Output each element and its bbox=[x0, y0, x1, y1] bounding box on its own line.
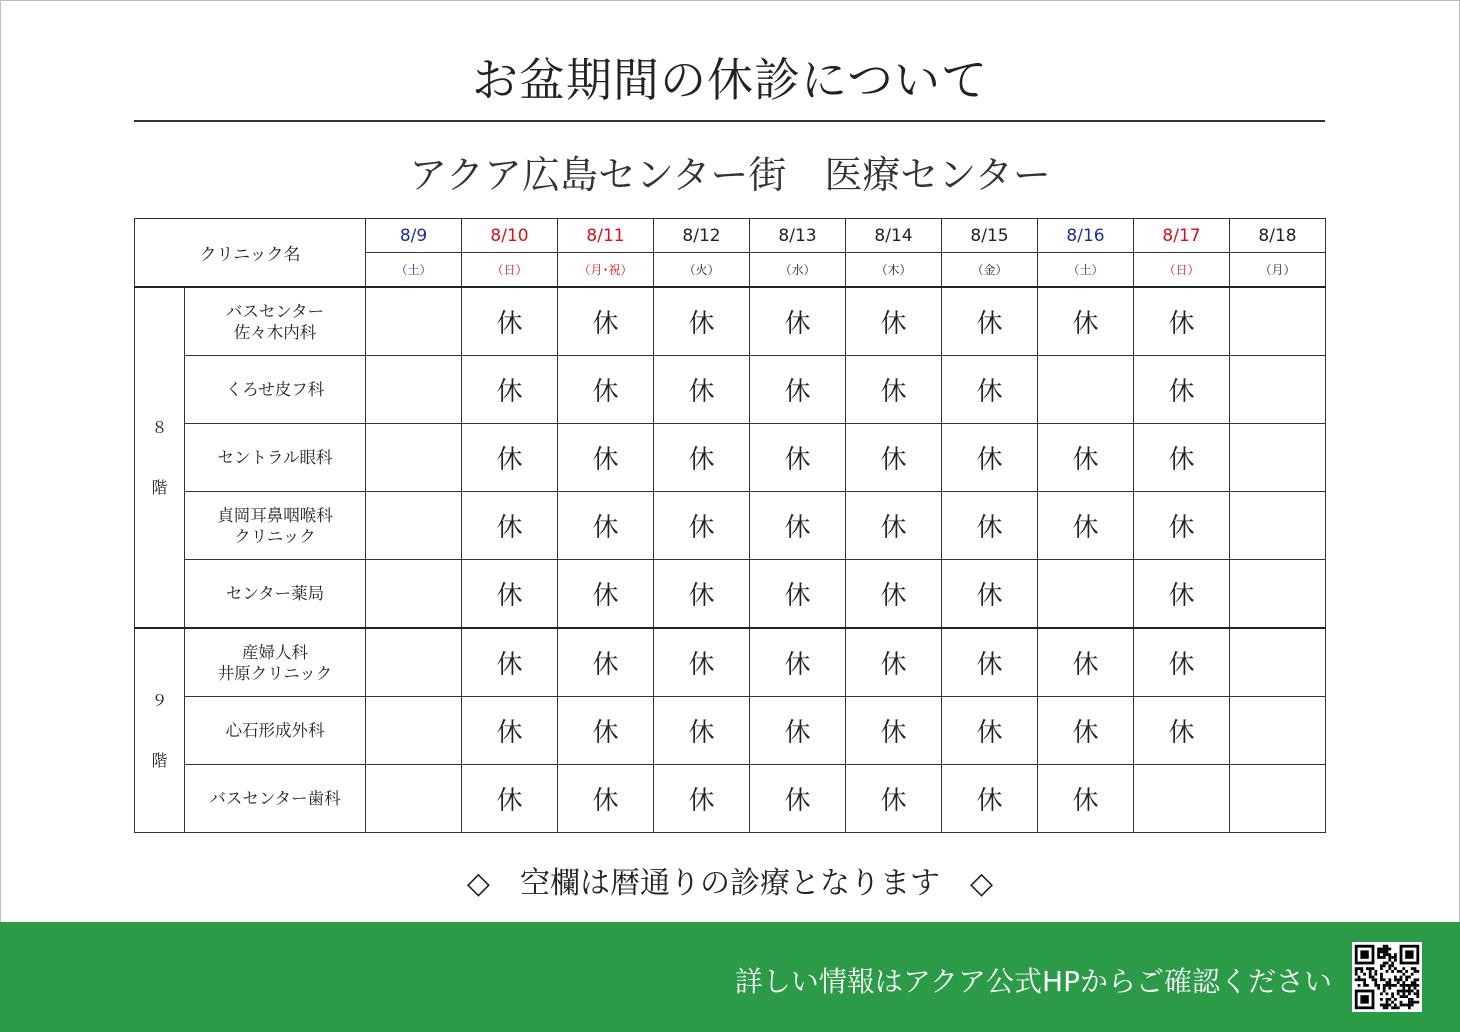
closed-mark: 休 bbox=[1038, 765, 1134, 833]
closed-mark: 休 bbox=[942, 287, 1038, 356]
closed-mark: 休 bbox=[942, 560, 1038, 629]
closed-mark: 休 bbox=[750, 356, 846, 424]
clinic-name bbox=[185, 356, 366, 424]
open-cell bbox=[366, 560, 462, 629]
clinic-name bbox=[185, 424, 366, 492]
closed-mark: 休 bbox=[750, 765, 846, 833]
clinic-name bbox=[185, 492, 366, 560]
closed-mark: 休 bbox=[750, 492, 846, 560]
closed-mark: 休 bbox=[942, 492, 1038, 560]
closed-mark: 休 bbox=[846, 560, 942, 629]
open-cell bbox=[366, 424, 462, 492]
table-row bbox=[135, 356, 1326, 424]
date-header: 8/10 bbox=[462, 219, 558, 253]
closed-mark: 休 bbox=[558, 697, 654, 765]
closed-mark: 休 bbox=[654, 424, 750, 492]
closed-mark: 休 bbox=[846, 424, 942, 492]
open-cell bbox=[366, 492, 462, 560]
floor-label bbox=[135, 628, 185, 833]
closed-mark: 休 bbox=[1038, 492, 1134, 560]
open-cell bbox=[1230, 560, 1326, 629]
date-header: 8/16 bbox=[1038, 219, 1134, 253]
closed-mark: 休 bbox=[846, 628, 942, 697]
clinic-name-line1: 産婦人科 bbox=[242, 642, 308, 662]
floor-number: ９ bbox=[151, 690, 168, 710]
weekday-header: （月･祝） bbox=[558, 253, 654, 288]
closed-mark: 休 bbox=[750, 560, 846, 629]
closed-mark: 休 bbox=[558, 560, 654, 629]
closed-mark: 休 bbox=[1134, 492, 1230, 560]
page-title: お盆期間の休診について bbox=[471, 53, 989, 107]
closed-mark: 休 bbox=[462, 697, 558, 765]
closed-mark: 休 bbox=[1038, 424, 1134, 492]
closed-mark: 休 bbox=[942, 697, 1038, 765]
closed-mark: 休 bbox=[1134, 628, 1230, 697]
closed-mark: 休 bbox=[1038, 628, 1134, 697]
weekday-header: （金） bbox=[942, 253, 1038, 288]
clinic-name-line2: 佐々木内科 bbox=[233, 322, 317, 342]
open-cell bbox=[1038, 560, 1134, 629]
open-cell bbox=[366, 628, 462, 697]
date-header: 8/9 bbox=[366, 219, 462, 253]
date-header: 8/15 bbox=[942, 219, 1038, 253]
clinic-name-line2: クリニック bbox=[234, 526, 316, 546]
closed-mark: 休 bbox=[750, 628, 846, 697]
weekday-header: （火） bbox=[654, 253, 750, 288]
weekday-header: （木） bbox=[846, 253, 942, 288]
floor-kai: 階 bbox=[151, 750, 168, 770]
closed-mark: 休 bbox=[654, 356, 750, 424]
date-header: 8/12 bbox=[654, 219, 750, 253]
closed-mark: 休 bbox=[654, 560, 750, 629]
open-cell bbox=[1230, 765, 1326, 833]
date-header: 8/17 bbox=[1134, 219, 1230, 253]
date-header: 8/13 bbox=[750, 219, 846, 253]
closed-mark: 休 bbox=[750, 697, 846, 765]
open-cell bbox=[366, 765, 462, 833]
closed-mark: 休 bbox=[942, 424, 1038, 492]
weekday-header: （水） bbox=[750, 253, 846, 288]
clinic-name-line1: 貞岡耳鼻咽喉科 bbox=[217, 505, 333, 525]
weekday-header: （月） bbox=[1230, 253, 1326, 288]
clinic-name bbox=[185, 560, 366, 629]
blank-cell-note: ◇ 空欄は暦通りの診療となります ◇ bbox=[466, 866, 994, 901]
title-divider bbox=[134, 120, 1325, 122]
closed-mark: 休 bbox=[846, 765, 942, 833]
closed-mark: 休 bbox=[750, 287, 846, 356]
clinic-name bbox=[185, 628, 366, 697]
open-cell bbox=[366, 356, 462, 424]
clinic-name-line1: バスセンター bbox=[225, 301, 325, 321]
closed-mark: 休 bbox=[1134, 287, 1230, 356]
clinic-name-line1: 心石形成外科 bbox=[225, 721, 325, 740]
footer-text: 詳しい情報はアクア公式HPからご確認ください bbox=[734, 965, 1332, 998]
closed-mark: 休 bbox=[462, 628, 558, 697]
closed-mark: 休 bbox=[462, 287, 558, 356]
open-cell bbox=[1134, 765, 1230, 833]
closed-mark: 休 bbox=[1134, 424, 1230, 492]
date-header: 8/14 bbox=[846, 219, 942, 253]
weekday-header: （土） bbox=[366, 253, 462, 288]
weekday-header: （日） bbox=[1134, 253, 1230, 288]
clinic-name bbox=[185, 697, 366, 765]
closed-mark: 休 bbox=[846, 356, 942, 424]
closed-mark: 休 bbox=[462, 424, 558, 492]
open-cell bbox=[1230, 356, 1326, 424]
table-row bbox=[135, 560, 1326, 629]
page-subtitle: アクア広島センター街 医療センター bbox=[409, 153, 1051, 197]
open-cell bbox=[1230, 492, 1326, 560]
clinic-name-line2: 井原クリニック bbox=[217, 663, 333, 683]
weekday-header: （日） bbox=[462, 253, 558, 288]
closure-schedule-table bbox=[134, 218, 1326, 833]
open-cell bbox=[1038, 356, 1134, 424]
closed-mark: 休 bbox=[1134, 356, 1230, 424]
closed-mark: 休 bbox=[1038, 287, 1134, 356]
closed-mark: 休 bbox=[462, 356, 558, 424]
closed-mark: 休 bbox=[558, 356, 654, 424]
clinic-name-line1: くろせ皮フ科 bbox=[225, 380, 325, 399]
closed-mark: 休 bbox=[1134, 560, 1230, 629]
open-cell bbox=[1230, 424, 1326, 492]
table-row bbox=[135, 697, 1326, 765]
floor-label bbox=[135, 287, 185, 628]
closed-mark: 休 bbox=[558, 424, 654, 492]
open-cell bbox=[1230, 697, 1326, 765]
closed-mark: 休 bbox=[558, 628, 654, 697]
open-cell bbox=[1230, 628, 1326, 697]
closed-mark: 休 bbox=[1038, 697, 1134, 765]
closed-mark: 休 bbox=[846, 492, 942, 560]
floor-number: ８ bbox=[151, 417, 168, 437]
closed-mark: 休 bbox=[846, 287, 942, 356]
closed-mark: 休 bbox=[654, 628, 750, 697]
closed-mark: 休 bbox=[942, 765, 1038, 833]
closed-mark: 休 bbox=[558, 287, 654, 356]
closed-mark: 休 bbox=[654, 287, 750, 356]
clinic-name bbox=[185, 765, 366, 833]
closed-mark: 休 bbox=[558, 765, 654, 833]
closed-mark: 休 bbox=[1134, 697, 1230, 765]
closed-mark: 休 bbox=[462, 765, 558, 833]
floor-kai: 階 bbox=[151, 477, 168, 497]
closed-mark: 休 bbox=[654, 492, 750, 560]
closed-mark: 休 bbox=[462, 560, 558, 629]
closed-mark: 休 bbox=[942, 356, 1038, 424]
closed-mark: 休 bbox=[558, 492, 654, 560]
closed-mark: 休 bbox=[942, 628, 1038, 697]
clinic-name-line1: セントラル眼科 bbox=[217, 448, 333, 467]
date-header: 8/11 bbox=[558, 219, 654, 253]
open-cell bbox=[366, 287, 462, 356]
closed-mark: 休 bbox=[462, 492, 558, 560]
closed-mark: 休 bbox=[654, 697, 750, 765]
footer-bar bbox=[0, 922, 1460, 1032]
qr-code-icon[interactable] bbox=[1352, 942, 1422, 1012]
open-cell bbox=[366, 697, 462, 765]
closed-mark: 休 bbox=[846, 697, 942, 765]
table-row bbox=[135, 287, 1326, 356]
clinic-name-header: クリニック名 bbox=[135, 219, 366, 288]
closed-mark: 休 bbox=[654, 765, 750, 833]
table-row bbox=[135, 628, 1326, 697]
date-header: 8/18 bbox=[1230, 219, 1326, 253]
open-cell bbox=[1230, 287, 1326, 356]
clinic-name-line1: バスセンター歯科 bbox=[209, 789, 341, 808]
closed-mark: 休 bbox=[750, 424, 846, 492]
table-row bbox=[135, 492, 1326, 560]
weekday-header: （土） bbox=[1038, 253, 1134, 288]
clinic-name-line1: センター薬局 bbox=[225, 584, 325, 603]
clinic-name bbox=[185, 287, 366, 356]
table-row bbox=[135, 424, 1326, 492]
table-row bbox=[135, 765, 1326, 833]
